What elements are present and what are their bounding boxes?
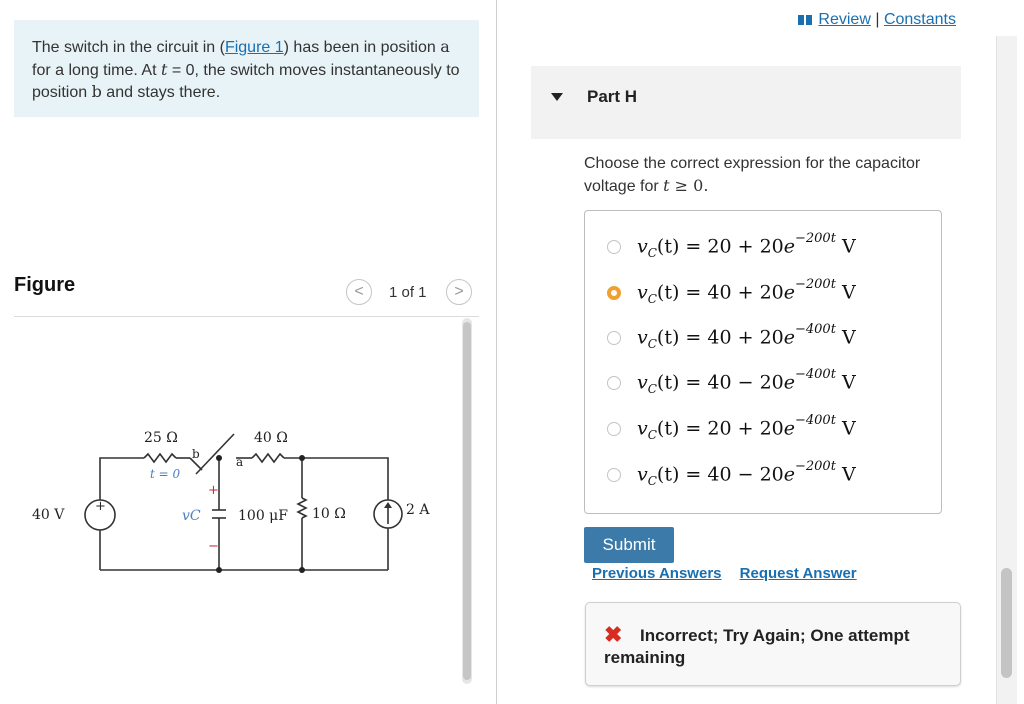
- condition-rest: ≥ 0.: [669, 176, 709, 195]
- switch-pos-a: a: [236, 455, 244, 469]
- source-voltage-label: 40 V: [32, 507, 65, 523]
- radio-icon[interactable]: [607, 376, 621, 390]
- question-line-2: voltage for: [584, 178, 664, 195]
- feedback-box: [585, 602, 961, 686]
- cap-label: 100 μF: [238, 508, 288, 524]
- vc-label: vC: [182, 508, 201, 524]
- r1-label: 25 Ω: [144, 430, 178, 446]
- choice-5[interactable]: [585, 410, 941, 450]
- condition-variable: t: [663, 176, 670, 195]
- chevron-right-icon: >: [454, 283, 464, 300]
- top-links: [798, 11, 956, 29]
- feedback-text: Incorrect; Try Again; One attempt remaining: [604, 626, 910, 667]
- problem-text-1: The switch in the circuit in (: [32, 39, 225, 56]
- r3-label: 10 Ω: [312, 506, 346, 522]
- next-figure-button[interactable]: [446, 279, 472, 305]
- choice-2[interactable]: [585, 274, 941, 314]
- question-text: [584, 153, 964, 198]
- part-header[interactable]: [531, 66, 961, 139]
- figure-count: 1 of 1: [389, 284, 427, 301]
- choice-1[interactable]: [585, 228, 941, 268]
- question-line-1: Choose the correct expression for the capacitor: [584, 155, 921, 172]
- choice-expression: $v_C(t) = 40 + 20e^{-200t}$ V: [637, 277, 856, 307]
- choice-expression: $v_C(t) = 20 + 20e^{-400t}$ V: [637, 413, 856, 443]
- problem-text-2: ) has been in position: [283, 39, 436, 56]
- radio-icon[interactable]: [607, 468, 621, 482]
- source-plus: +: [95, 499, 106, 514]
- problem-text-5: and stays there.: [101, 84, 221, 101]
- review-link[interactable]: Review: [818, 11, 871, 28]
- constants-link[interactable]: Constants: [883, 11, 956, 28]
- book-icon: [798, 15, 812, 25]
- x-icon: ✖: [604, 622, 623, 647]
- answer-links: [592, 565, 871, 582]
- position-a: a: [440, 37, 450, 56]
- chevron-left-icon: <: [354, 283, 364, 300]
- link-separator: |: [875, 11, 880, 28]
- caret-down-icon[interactable]: [551, 93, 563, 101]
- figure-title: Figure: [14, 274, 76, 296]
- prev-figure-button[interactable]: [346, 279, 372, 305]
- figure-link[interactable]: Figure 1: [224, 39, 284, 56]
- choice-4[interactable]: [585, 364, 941, 404]
- problem-statement: [14, 20, 479, 117]
- choice-6[interactable]: [585, 456, 941, 496]
- choice-expression: $v_C(t) = 40 - 20e^{-200t}$ V: [637, 459, 856, 489]
- problem-text-3: for a long time. At: [32, 61, 161, 79]
- r2-label: 40 Ω: [254, 430, 288, 446]
- circuit-diagram: [22, 418, 462, 578]
- t-variable: t: [160, 59, 168, 79]
- current-source-label: 2 A: [406, 502, 430, 518]
- cap-minus: −: [208, 539, 219, 554]
- switch-pos-b: b: [192, 447, 200, 461]
- part-title: Part H: [587, 87, 638, 106]
- problem-text-4: = 0, the switch moves instantaneously to position: [32, 61, 460, 101]
- switch-time-label: t = 0: [150, 467, 181, 481]
- choice-expression: $v_C(t) = 20 + 20e^{-200t}$ V: [637, 231, 856, 261]
- column-divider: [496, 0, 497, 704]
- choice-expression: $v_C(t) = 40 - 20e^{-400t}$ V: [637, 367, 856, 397]
- figure-scrollbar-thumb[interactable]: [463, 322, 471, 680]
- radio-icon[interactable]: [607, 331, 621, 345]
- radio-icon[interactable]: [607, 286, 621, 300]
- figure-header: [14, 270, 479, 317]
- answer-choices: [584, 210, 942, 514]
- choice-expression: $v_C(t) = 40 + 20e^{-400t}$ V: [637, 322, 856, 352]
- radio-icon[interactable]: [607, 240, 621, 254]
- cap-plus: +: [208, 483, 219, 498]
- radio-icon[interactable]: [607, 422, 621, 436]
- submit-button[interactable]: Submit: [584, 527, 674, 563]
- request-answer-link[interactable]: Request Answer: [739, 565, 857, 582]
- position-b: b: [91, 82, 102, 101]
- page-scrollbar-thumb[interactable]: [1001, 568, 1012, 678]
- previous-answers-link[interactable]: Previous Answers: [592, 565, 722, 582]
- choice-3[interactable]: [585, 319, 941, 359]
